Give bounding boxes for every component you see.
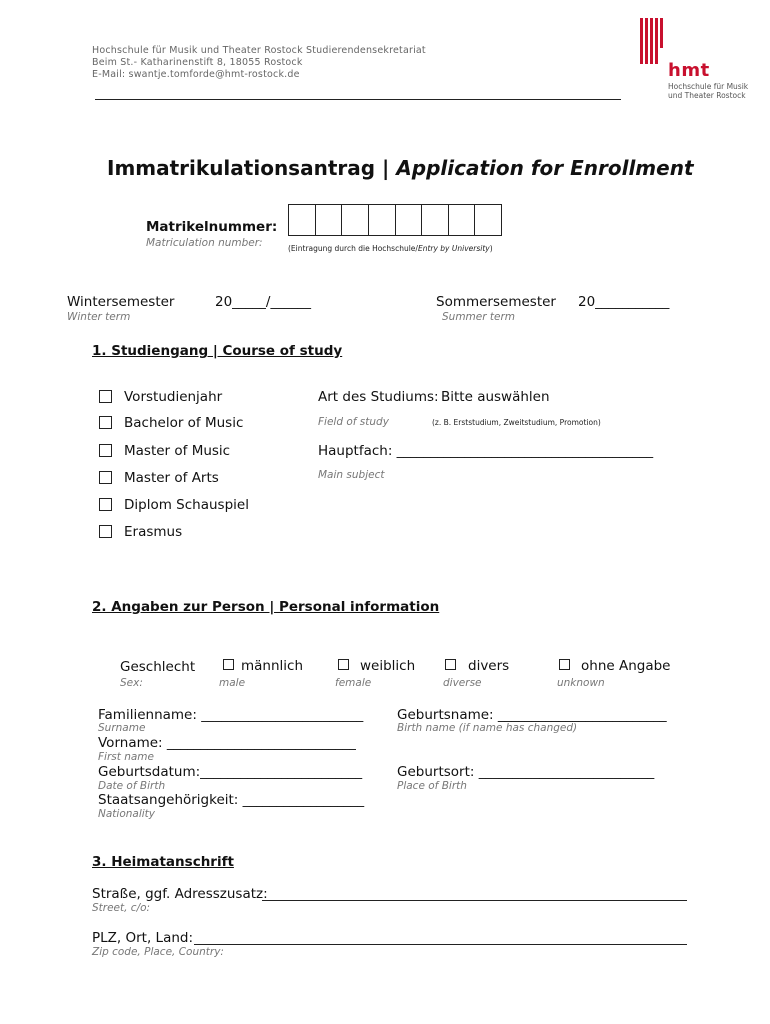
section-3-heading: 3. Heimatanschrift (92, 854, 234, 870)
logo-abbr: hmt (668, 60, 710, 81)
gender-diverse-label: divers (468, 658, 510, 674)
summer-semester-sublabel: Summer term (442, 311, 516, 323)
firstname-field[interactable]: Vorname: ____________________________ (98, 735, 356, 751)
checkbox-erasmus[interactable] (99, 525, 112, 538)
birth-place-sublabel: Place of Birth (397, 780, 467, 792)
winter-semester-sublabel: Winter term (67, 311, 131, 323)
gender-male-sublabel: male (219, 677, 246, 689)
surname-field[interactable]: Familienname: ________________________ (98, 707, 364, 723)
main-subject-sublabel: Main subject (318, 469, 385, 481)
nationality-field[interactable]: Staatsangehörigkeit: __________________ (98, 792, 365, 808)
matriculation-note-suffix: ) (489, 244, 493, 253)
checkbox-unknown[interactable] (559, 659, 570, 670)
checkbox-master-of-arts[interactable] (99, 471, 112, 484)
option-label-vorstudienjahr: Vorstudienjahr (124, 389, 223, 405)
matriculation-digit-box (475, 205, 501, 235)
option-label-master-of-music: Master of Music (124, 443, 231, 459)
option-label-diplom-schauspiel: Diplom Schauspiel (124, 497, 249, 513)
winter-semester-label: Wintersemester (67, 294, 175, 310)
section-2-heading: 2. Angaben zur Person | Personal information (92, 599, 440, 615)
surname-sublabel: Surname (98, 722, 146, 734)
checkbox-diplom-schauspiel[interactable] (99, 498, 112, 511)
checkbox-male[interactable] (223, 659, 234, 670)
header-line-3: E-Mail: swantje.tomforde@hmt-rostock.de (92, 69, 300, 80)
title-english: Application for Enrollment (396, 156, 694, 180)
matriculation-digit-box (342, 205, 369, 235)
header-line-1: Hochschule für Musik und Theater Rostock Studierendensekretariat (92, 45, 426, 56)
study-type-label: Art des Studiums: (318, 389, 439, 405)
street-sublabel: Street, c/o: (92, 902, 151, 914)
matriculation-note-prefix: (Eintragung durch die Hochschule/ (288, 244, 418, 253)
page-title (107, 156, 694, 180)
field-of-study-note: (z. B. Erststudium, Zweitstudium, Promotion) (432, 418, 601, 427)
matriculation-number-boxes (288, 204, 502, 236)
option-label-bachelor-of-music: Bachelor of Music (124, 415, 244, 431)
matriculation-sublabel: Matriculation number: (146, 237, 263, 249)
checkbox-diverse[interactable] (445, 659, 456, 670)
gender-label: Geschlecht (120, 659, 196, 675)
header-line-2: Beim St.- Katharinenstift 8, 18055 Rostock (92, 57, 303, 68)
date-of-birth-field[interactable]: Geburtsdatum:________________________ (98, 764, 363, 780)
field-of-study-sublabel: Field of study (318, 416, 389, 428)
section-1-heading: 1. Studiengang | Course of study (92, 343, 343, 359)
matriculation-digit-box (316, 205, 343, 235)
checkbox-bachelor-of-music[interactable] (99, 416, 112, 429)
summer-semester-field[interactable]: 20___________ (578, 294, 670, 310)
matriculation-note-italic: Entry by University (417, 244, 490, 253)
gender-diverse-sublabel: diverse (443, 677, 482, 689)
gender-sublabel: Sex: (120, 677, 143, 689)
gender-female-label: weiblich (360, 658, 416, 674)
nationality-sublabel: Nationality (98, 808, 156, 820)
city-sublabel: Zip code, Place, Country: (92, 946, 224, 958)
option-label-erasmus: Erasmus (124, 524, 183, 540)
birth-place-field[interactable]: Geburtsort: __________________________ (397, 764, 655, 780)
city-label: PLZ, Ort, Land: (92, 930, 194, 946)
gender-male-label: männlich (241, 658, 304, 674)
study-type-select[interactable]: Bitte auswählen (441, 389, 550, 405)
matriculation-label: Matrikelnummer: (146, 219, 278, 235)
gender-female-sublabel: female (335, 677, 372, 689)
checkbox-female[interactable] (338, 659, 349, 670)
header-divider (95, 99, 621, 100)
option-label-master-of-arts: Master of Arts (124, 470, 219, 486)
matriculation-note (288, 244, 493, 253)
matriculation-digit-box (422, 205, 449, 235)
city-input-line[interactable] (194, 944, 687, 945)
title-german: Immatrikulationsantrag | (107, 156, 397, 180)
date-of-birth-sublabel: Date of Birth (98, 780, 166, 792)
birth-name-sublabel: Birth name (if name has changed) (397, 722, 578, 734)
gender-unknown-label: ohne Angabe (581, 658, 671, 674)
matriculation-digit-box (449, 205, 476, 235)
street-label: Straße, ggf. Adresszusatz: (92, 886, 268, 902)
logo-name-line-2: und Theater Rostock (668, 91, 746, 100)
matriculation-digit-box (369, 205, 396, 235)
summer-semester-label: Sommersemester (436, 294, 556, 310)
matriculation-digit-box (289, 205, 316, 235)
checkbox-master-of-music[interactable] (99, 444, 112, 457)
winter-semester-field[interactable]: 20_____/______ (215, 294, 311, 310)
street-input-line[interactable] (262, 900, 687, 901)
main-subject-field[interactable]: Hauptfach: ______________________________________ (318, 443, 654, 459)
matriculation-digit-box (396, 205, 423, 235)
logo-name-line-1: Hochschule für Musik (668, 82, 749, 91)
firstname-sublabel: First name (98, 751, 154, 763)
checkbox-vorstudienjahr[interactable] (99, 390, 112, 403)
gender-unknown-sublabel: unknown (557, 677, 605, 689)
birth-name-field[interactable]: Geburtsname: _________________________ (397, 707, 667, 723)
